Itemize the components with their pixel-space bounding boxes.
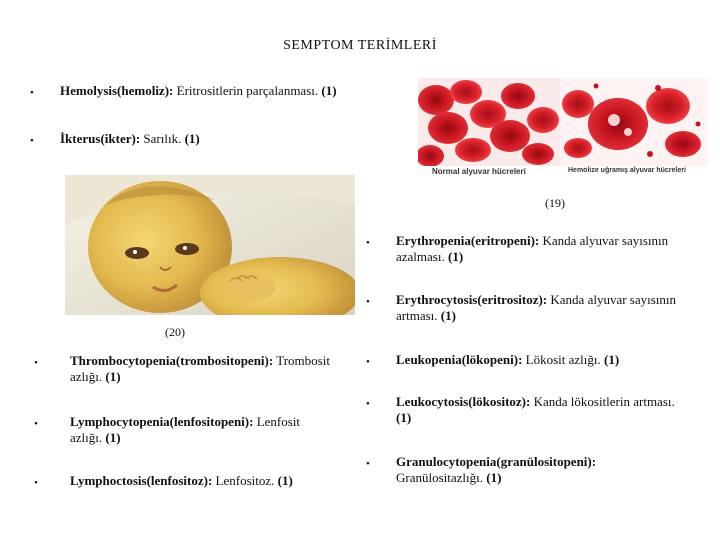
- image-caption-19: (19): [545, 196, 565, 210]
- bullet: •: [30, 87, 34, 99]
- description: Kanda alyuvar sayısının azalması.: [396, 233, 669, 264]
- description: Kanda lökositlerin artması.: [533, 394, 675, 409]
- baby-illustration: [65, 175, 355, 315]
- jaundiced-baby-image: [65, 175, 355, 315]
- bullet: •: [34, 418, 38, 430]
- description: Eritrositlerin parçalanması.: [176, 83, 319, 98]
- term: Lymphocytopenia(lenfositopeni):: [70, 414, 254, 429]
- description: Sarılık.: [143, 131, 182, 146]
- description: Granülositazlığı.: [396, 470, 484, 485]
- reference: (1): [184, 131, 200, 146]
- list-item-granulocytopenia: [366, 454, 686, 486]
- image-caption-20: (20): [165, 325, 185, 339]
- bullet: •: [366, 356, 370, 368]
- term: Erythrocytosis(eritrositoz):: [396, 292, 548, 307]
- list-item-leukopenia: [366, 352, 686, 370]
- description: Lenfositoz.: [215, 473, 275, 488]
- reference: (1): [105, 430, 121, 445]
- bullet: •: [366, 458, 370, 470]
- reference: (1): [486, 470, 502, 485]
- bullet: •: [366, 398, 370, 410]
- description: Lökosit azlığı.: [525, 352, 601, 367]
- list-item-thrombocytopenia: [34, 353, 334, 385]
- list-item-lymphocytopenia: [34, 414, 334, 446]
- description: Lenfosit azlığı.: [70, 414, 301, 445]
- reference: (1): [105, 369, 121, 384]
- bullet: •: [34, 357, 38, 369]
- page-title: SEMPTOM TERİMLERİ: [283, 38, 437, 53]
- reference: (1): [321, 83, 337, 98]
- reference: (1): [440, 308, 456, 323]
- term: Granulocytopenia(granülositopeni):: [396, 454, 597, 469]
- term: Lymphoctosis(lenfositoz):: [70, 473, 213, 488]
- term: Leukopenia(lökopeni):: [396, 352, 523, 367]
- red-blood-cells-image: [418, 78, 708, 182]
- term: Erythropenia(eritropeni):: [396, 233, 540, 248]
- list-item-leukocytosis: [366, 394, 686, 426]
- list-item-erythrocytosis: [366, 292, 686, 324]
- hemolysis-cells-label: Hemolize uğramış alyuvar hücreleri: [568, 167, 686, 174]
- reference: (1): [277, 473, 293, 488]
- bullet: •: [34, 477, 38, 489]
- description: Kanda alyuvar sayısının artması.: [396, 292, 677, 323]
- list-item-erythropenia: [366, 233, 686, 265]
- term: Thrombocytopenia(trombositopeni):: [70, 353, 274, 368]
- reference: (1): [447, 249, 464, 264]
- bullet: •: [366, 296, 370, 308]
- normal-cells-label: Normal alyuvar hücreleri: [432, 167, 526, 176]
- description: Trombosit azlığı.: [70, 353, 330, 384]
- list-item-lymphocytosis: [34, 473, 314, 491]
- term: Leukocytosis(lökositoz):: [396, 394, 531, 409]
- list-item-ikterus: [30, 131, 420, 149]
- bullet: •: [30, 135, 34, 147]
- reference: (1): [396, 410, 412, 425]
- reference: (1): [604, 352, 620, 367]
- term: Hemolysis(hemoliz):: [60, 83, 174, 98]
- term: İkterus(ikter):: [60, 131, 141, 146]
- bullet: •: [366, 237, 370, 249]
- list-item-hemolysis: [30, 83, 420, 101]
